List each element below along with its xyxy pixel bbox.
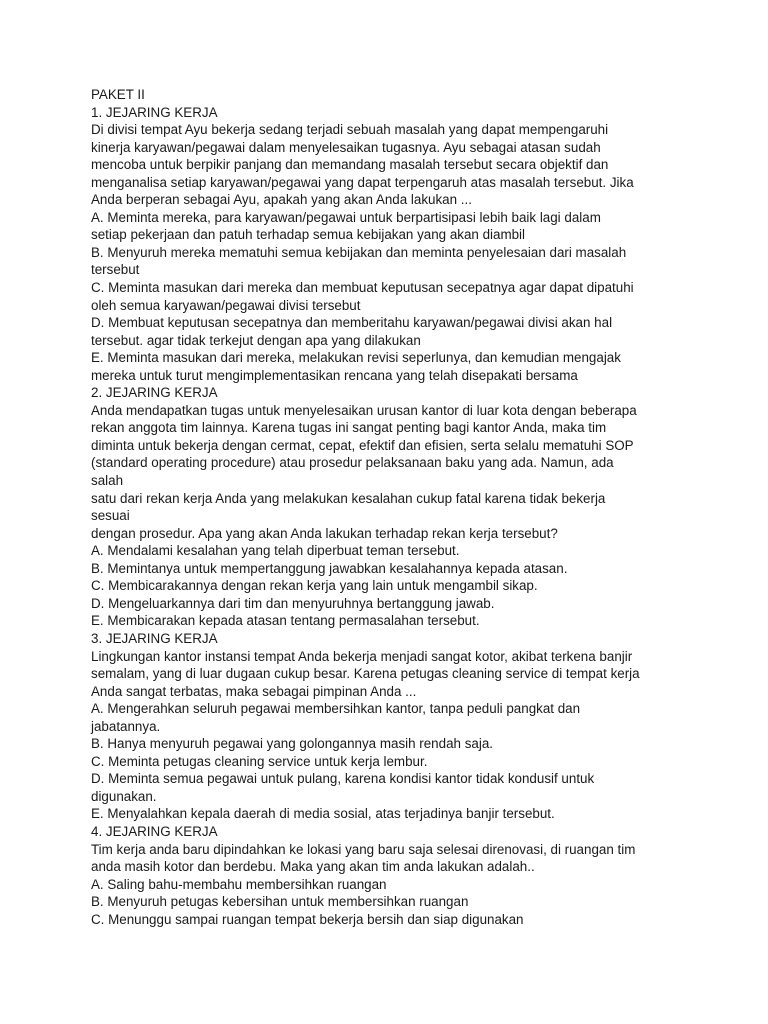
question-3-text: Lingkungan kantor instansi tempat Anda bekerja menjadi sangat kotor, akibat terkena banjir <box>91 648 633 664</box>
question-4-text: anda masih kotor dan berdebu. Maka yang akan tim anda lakukan adalah.. <box>91 859 535 875</box>
question-2-option-a: A. Mendalami kesalahan yang telah diperbuat teman tersebut. <box>91 543 460 559</box>
question-3-option-c: C. Meminta petugas cleaning service untuk kerja lembur. <box>91 753 428 769</box>
question-2-option-e: E. Membicarakan kepada atasan tentang permasalahan tersebut. <box>91 613 480 629</box>
question-2-text: satu dari rekan kerja Anda yang melakukan kesalahan cukup fatal karena tidak bekerja <box>91 490 606 506</box>
question-3-text: semalam, yang di luar dugaan cukup besar. Karena petugas cleaning service di tempat kerja <box>91 666 640 682</box>
question-3-option-b: B. Hanya menyuruh pegawai yang golongannya masih rendah saja. <box>91 736 493 752</box>
question-1-option-d: D. Membuat keputusan secepatnya dan memberitahu karyawan/pegawai divisi akan hal <box>91 315 613 331</box>
question-1-option-e: mereka untuk turut mengimplementasikan rencana yang telah disepakati bersama <box>91 367 578 383</box>
question-1-text: Di divisi tempat Ayu bekerja sedang terjadi sebuah masalah yang dapat mempengaruhi <box>91 122 609 138</box>
question-3-option-e: E. Menyalahkan kepala daerah di media sosial, atas terjadinya banjir tersebut. <box>91 806 555 822</box>
question-4-option-a: A. Saling bahu-membahu membersihkan ruangan <box>91 876 387 892</box>
question-3-text: Anda sangat terbatas, maka sebagai pimpinan Anda ... <box>91 683 417 699</box>
question-1-text: kinerja karyawan/pegawai dalam menyelesaikan tugasnya. Ayu sebagai atasan sudah <box>91 139 601 155</box>
question-1-text: Anda berperan sebagai Ayu, apakah yang akan Anda lakukan ... <box>91 192 472 208</box>
question-4-text: Tim kerja anda baru dipindahkan ke lokasi yang baru saja selesai direnovasi, di ruangan tim <box>91 841 636 857</box>
question-1-option-b: tersebut <box>91 262 140 278</box>
question-2-text: (standard operating procedure) atau prosedur pelaksanaan baku yang ada. Namun, ada <box>91 455 614 471</box>
question-4-option-c: C. Menunggu sampai ruangan tempat bekerja bersih dan siap digunakan <box>91 911 524 927</box>
question-1-option-c: C. Meminta masukan dari mereka dan membuat keputusan secepatnya agar dapat dipatuhi <box>91 280 634 296</box>
question-2-option-d: D. Mengeluarkannya dari tim dan menyuruhnya bertanggung jawab. <box>91 595 495 611</box>
question-3-heading: 3. JEJARING KERJA <box>91 630 218 646</box>
question-1-text: mencoba untuk berpikir panjang dan memandang masalah tersebut secara objektif dan <box>91 157 609 173</box>
question-1-option-d: tersebut. agar tidak terkejut dengan apa yang dilakukan <box>91 332 421 348</box>
question-2-heading: 2. JEJARING KERJA <box>91 385 218 401</box>
question-1-option-c: oleh semua karyawan/pegawai divisi tersebut <box>91 297 361 313</box>
question-2-option-c: C. Membicarakannya dengan rekan kerja yang lain untuk mengambil sikap. <box>91 578 538 594</box>
question-3-option-a: jabatannya. <box>91 718 161 734</box>
question-3-option-d: digunakan. <box>91 788 157 804</box>
question-1-heading: 1. JEJARING KERJA <box>91 104 218 120</box>
question-1-option-a: setiap pekerjaan dan patuh terhadap semua kebijakan yang akan diambil <box>91 227 526 243</box>
question-2-text: diminta untuk bekerja dengan cermat, cepat, efektif dan efisien, serta selalu mematuhi SOP <box>91 437 634 453</box>
question-3-option-a: A. Mengerahkan seluruh pegawai membersihkan kantor, tanpa peduli pangkat dan <box>91 701 581 717</box>
document-text <box>91 86 711 928</box>
question-1-text: menganalisa setiap karyawan/pegawai yang dapat terpengaruh atas masalah tersebut. Jika <box>91 174 634 190</box>
question-2-option-b: B. Memintanya untuk mempertanggung jawabkan kesalahannya kepada atasan. <box>91 560 568 576</box>
question-1-option-b: B. Menyuruh mereka mematuhi semua kebijakan dan meminta penyelesaian dari masalah <box>91 244 627 260</box>
question-2-text: Anda mendapatkan tugas untuk menyelesaikan urusan kantor di luar kota dengan beberapa <box>91 402 637 418</box>
question-2-text: sesuai <box>91 508 130 524</box>
package-title: PAKET II <box>91 87 145 102</box>
question-3-option-d: D. Meminta semua pegawai untuk pulang, karena kondisi kantor tidak kondusif untuk <box>91 771 595 787</box>
question-2-text: dengan prosedur. Apa yang akan Anda lakukan terhadap rekan kerja tersebut? <box>91 525 558 541</box>
question-2-text: rekan anggota tim lainnya. Karena tugas ini sangat penting bagi kantor Anda, maka tim <box>91 420 607 436</box>
question-1-option-e: E. Meminta masukan dari mereka, melakukan revisi seperlunya, dan kemudian mengajak <box>91 350 621 366</box>
question-4-heading: 4. JEJARING KERJA <box>91 823 218 839</box>
question-4-option-b: B. Menyuruh petugas kebersihan untuk membersihkan ruangan <box>91 894 469 910</box>
question-1-option-a: A. Meminta mereka, para karyawan/pegawai untuk berpartisipasi lebih baik lagi dalam <box>91 209 601 225</box>
question-2-text: salah <box>91 473 124 489</box>
